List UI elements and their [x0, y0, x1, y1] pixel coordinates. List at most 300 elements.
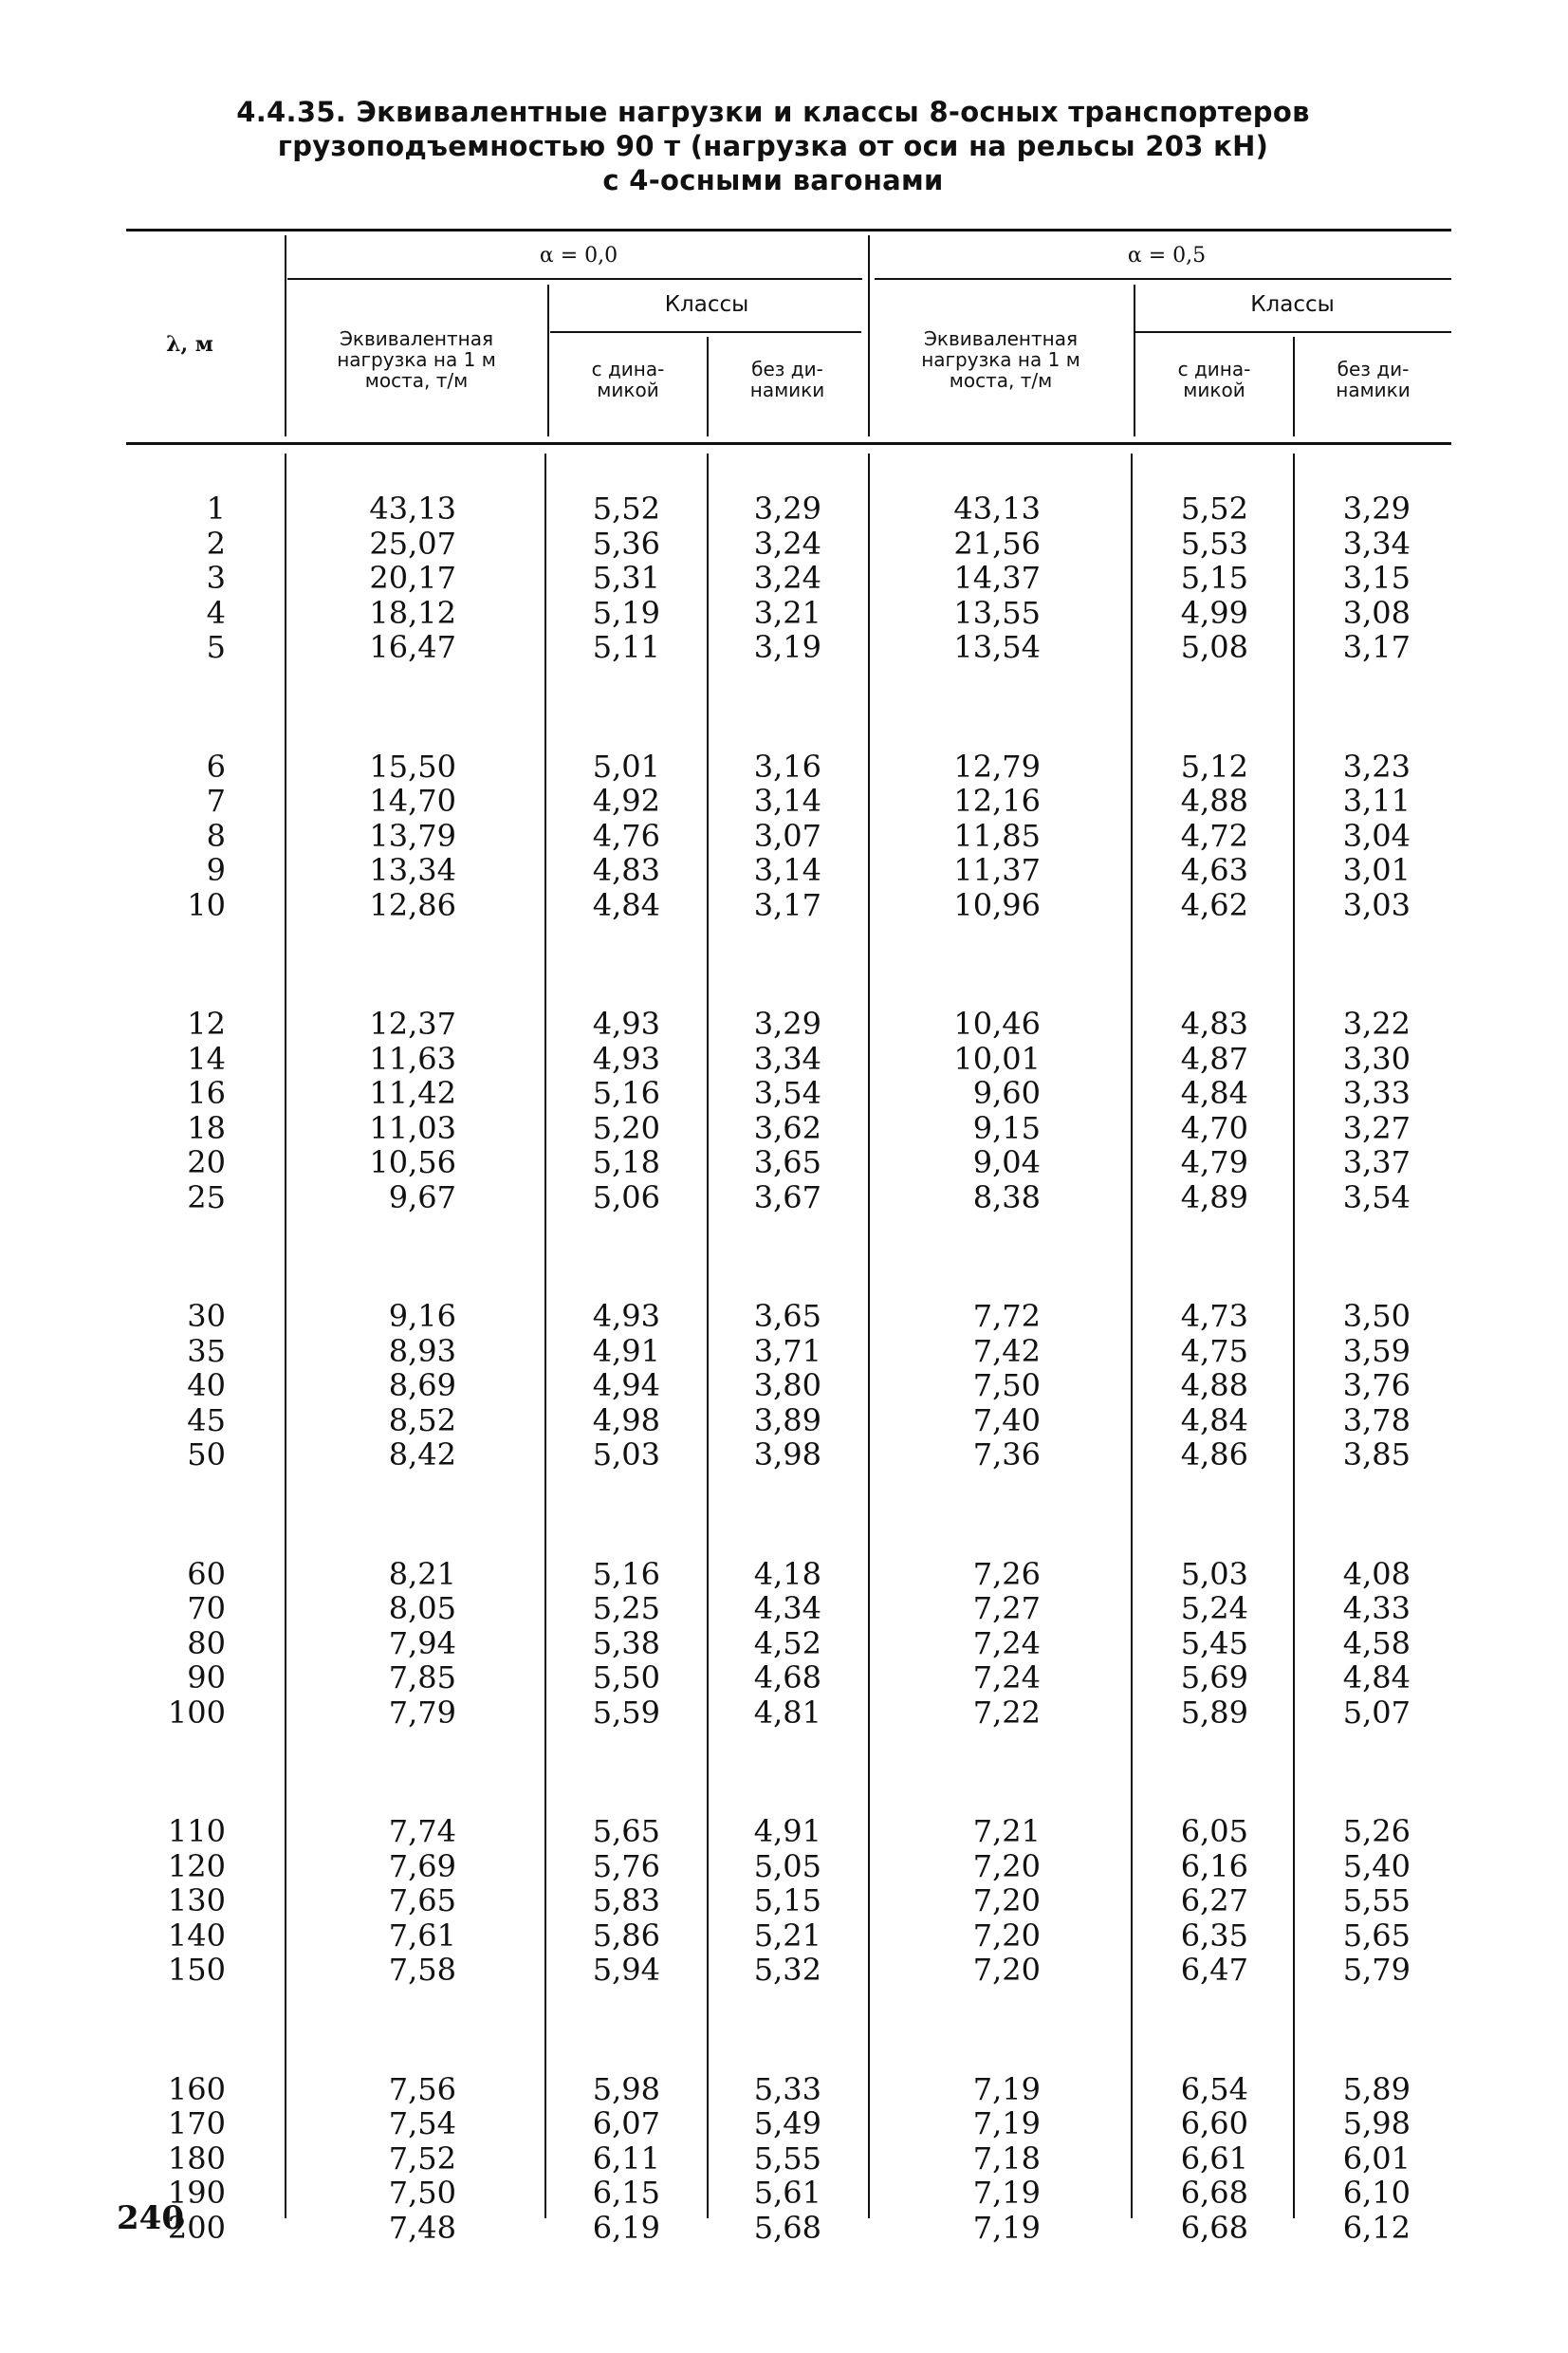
table-cell: 4,86 [1180, 1436, 1248, 1473]
table-cell: 6,19 [592, 2209, 660, 2246]
table-cell: 4,79 [1180, 1144, 1248, 1180]
table-cell: 130 [167, 1882, 226, 1918]
table-cell: 4,73 [1180, 1298, 1248, 1334]
col-nodyn-a5 [1309, 491, 1411, 2245]
table-cell: 12,37 [369, 1006, 456, 1042]
group-gap [1148, 1473, 1248, 1557]
table-cell: 6,27 [1180, 1882, 1248, 1918]
table-cell: 3,29 [753, 1006, 821, 1042]
table-cell: 10,56 [369, 1144, 456, 1180]
alpha5-underline [875, 278, 1451, 280]
table-cell: 3,30 [1342, 1040, 1411, 1077]
table-cell: 10,96 [953, 886, 1041, 923]
table-cell: 4,91 [753, 1813, 821, 1849]
table-cell: 6,60 [1180, 2105, 1248, 2141]
table-cell: 4,63 [1180, 852, 1248, 888]
table-cell: 3,62 [753, 1109, 821, 1146]
equiv-line: Эквивалентная [339, 327, 494, 350]
group-gap [560, 665, 660, 750]
vline-4-body [868, 454, 870, 2218]
table-cell: 4,76 [592, 817, 660, 854]
table-cell: 7,58 [388, 1952, 456, 1988]
table-cell: 6,61 [1180, 2140, 1248, 2177]
col-equiv-a5 [892, 491, 1041, 2245]
table-cell: 5,33 [753, 2070, 821, 2107]
col-equiv-a0 [313, 491, 456, 2245]
table-cell: 170 [167, 2105, 226, 2141]
table-cell: 5,45 [1180, 1624, 1248, 1661]
table-cell: 3,59 [1342, 1332, 1411, 1369]
equiv-line: нагрузка на 1 м [921, 348, 1080, 371]
group-gap [142, 665, 226, 750]
table-cell: 18,12 [369, 594, 456, 631]
group-gap [1148, 1214, 1248, 1299]
table-cell: 7,52 [388, 2140, 456, 2177]
table-cell: 4,70 [1180, 1109, 1248, 1146]
group-gap [313, 1473, 456, 1557]
col-dyn-a0 [560, 491, 660, 2245]
table-cell: 5,03 [1180, 1555, 1248, 1592]
table-cell: 7,20 [972, 1882, 1041, 1918]
group-gap [721, 1730, 821, 1814]
table-cell: 4,83 [592, 852, 660, 888]
table-cell: 7,19 [972, 2175, 1041, 2211]
group-gap [892, 1473, 1041, 1557]
group-gap [1309, 1730, 1411, 1814]
table-cell: 120 [167, 1847, 226, 1884]
table-cell: 3,07 [753, 817, 821, 854]
table-cell: 8,38 [972, 1178, 1041, 1215]
table-cell: 3,33 [1342, 1075, 1411, 1111]
table-cell: 4,83 [1180, 1006, 1248, 1042]
table-cell: 5,12 [1180, 748, 1248, 785]
table-cell: 4,93 [592, 1006, 660, 1042]
table-cell: 3,98 [753, 1436, 821, 1473]
nodyn-line: намики [749, 379, 825, 401]
table-cell: 3,76 [1342, 1367, 1411, 1403]
header-alpha5: α = 0,5 [1127, 244, 1207, 268]
equiv-line: Эквивалентная [923, 327, 1079, 350]
classes0-underline [550, 331, 861, 333]
table-cell: 9,67 [388, 1178, 456, 1215]
table-cell: 3,54 [1342, 1178, 1411, 1215]
table-cell: 3,37 [1342, 1144, 1411, 1180]
table-cell: 5,16 [592, 1075, 660, 1111]
table-cell: 3,17 [753, 886, 821, 923]
col-lambda [142, 491, 226, 2245]
table-cell: 5,50 [592, 1659, 660, 1695]
table-cell: 4,84 [1180, 1401, 1248, 1438]
table-cell: 7,19 [972, 2209, 1041, 2246]
table-cell: 4,98 [592, 1401, 660, 1438]
table-cell: 8,42 [388, 1436, 456, 1473]
table-cell: 14,70 [369, 783, 456, 819]
table-cell: 5,31 [592, 560, 660, 596]
table-cell: 60 [187, 1555, 226, 1592]
group-gap [142, 1473, 226, 1557]
table-cell: 3,19 [753, 629, 821, 665]
table-cell: 4,84 [1180, 1075, 1248, 1111]
group-gap [313, 1730, 456, 1814]
table-cell: 5,65 [592, 1813, 660, 1849]
table-cell: 7,27 [972, 1590, 1041, 1626]
dyn-line: микой [597, 379, 659, 401]
group-gap [721, 1988, 821, 2072]
table-cell: 7,79 [388, 1694, 456, 1731]
table-cell: 4,88 [1180, 783, 1248, 819]
table-cell: 3,65 [753, 1144, 821, 1180]
table-top-rule [126, 229, 1451, 232]
table-title [228, 95, 1319, 197]
table-cell: 35 [187, 1332, 226, 1369]
alpha0-underline [287, 278, 862, 280]
table-cell: 3,71 [753, 1332, 821, 1369]
table-cell: 1 [206, 491, 226, 527]
table-cell: 13,54 [953, 629, 1041, 665]
table-cell: 160 [167, 2070, 226, 2107]
group-gap [560, 922, 660, 1007]
table-cell: 11,03 [369, 1109, 456, 1146]
group-gap [1309, 665, 1411, 750]
table-cell: 9,15 [972, 1109, 1041, 1146]
table-cell: 7,74 [388, 1813, 456, 1849]
table-cell: 6,54 [1180, 2070, 1248, 2107]
table-cell: 3,85 [1342, 1436, 1411, 1473]
table-cell: 7,36 [972, 1436, 1041, 1473]
group-gap [892, 1988, 1041, 2072]
group-gap [142, 1730, 226, 1814]
table-cell: 4,34 [753, 1590, 821, 1626]
table-cell: 3,34 [753, 1040, 821, 1077]
table-cell: 13,55 [953, 594, 1041, 631]
header-classes-0: Классы [664, 292, 749, 317]
table-cell: 3,34 [1342, 525, 1411, 562]
table-cell: 80 [187, 1624, 226, 1661]
table-cell: 11,42 [369, 1075, 456, 1111]
group-gap [313, 665, 456, 750]
group-gap [721, 922, 821, 1007]
group-gap [1309, 1988, 1411, 2072]
table-cell: 7,22 [972, 1694, 1041, 1731]
table-cell: 180 [167, 2140, 226, 2177]
table-cell: 6,07 [592, 2105, 660, 2141]
table-cell: 5,52 [592, 491, 660, 527]
table-cell: 3,16 [753, 748, 821, 785]
table-cell: 7,72 [972, 1298, 1041, 1334]
table-cell: 5,15 [1180, 560, 1248, 596]
header-equiv-5 [871, 328, 1131, 391]
table-cell: 6,11 [592, 2140, 660, 2177]
table-cell: 9,60 [972, 1075, 1041, 1111]
equiv-line: моста, т/м [949, 369, 1053, 392]
table-cell: 25 [187, 1178, 226, 1215]
page-number: 240 [117, 2199, 184, 2237]
table-cell: 4,81 [753, 1694, 821, 1731]
table-cell: 3,89 [753, 1401, 821, 1438]
table-cell: 3,24 [753, 560, 821, 596]
group-gap [1148, 665, 1248, 750]
table-cell: 4,18 [753, 1555, 821, 1592]
table-cell: 7,48 [388, 2209, 456, 2246]
group-gap [1309, 922, 1411, 1007]
table-cell: 5,38 [592, 1624, 660, 1661]
table-cell: 3,24 [753, 525, 821, 562]
table-cell: 9 [206, 852, 226, 888]
table-cell: 5,55 [1342, 1882, 1411, 1918]
table-cell: 45 [187, 1401, 226, 1438]
equiv-line: нагрузка на 1 м [337, 348, 496, 371]
table-cell: 6,68 [1180, 2209, 1248, 2246]
vline-3-body [707, 454, 709, 2218]
table-cell: 3,17 [1342, 629, 1411, 665]
table-cell: 5,03 [592, 1436, 660, 1473]
table-cell: 4 [206, 594, 226, 631]
header-lambda: λ, м [166, 332, 213, 357]
table-cell: 11,85 [953, 817, 1041, 854]
table-cell: 13,79 [369, 817, 456, 854]
table-cell: 70 [187, 1590, 226, 1626]
table-cell: 3,01 [1342, 852, 1411, 888]
table-cell: 5,18 [592, 1144, 660, 1180]
table-cell: 7,21 [972, 1813, 1041, 1849]
group-gap [560, 1988, 660, 2072]
equiv-line: моста, т/м [364, 369, 469, 392]
vline-5-body [1131, 454, 1133, 2218]
table-cell: 6,16 [1180, 1847, 1248, 1884]
table-cell: 4,68 [753, 1659, 821, 1695]
table-cell: 150 [167, 1952, 226, 1988]
table-cell: 3,29 [753, 491, 821, 527]
table-cell: 7,56 [388, 2070, 456, 2107]
table-cell: 18 [187, 1109, 226, 1146]
table-cell: 9,16 [388, 1298, 456, 1334]
table-cell: 3,23 [1342, 748, 1411, 785]
table-cell: 5,98 [1342, 2105, 1411, 2141]
table-cell: 6,15 [592, 2175, 660, 2211]
group-gap [721, 1214, 821, 1299]
table-cell: 8,52 [388, 1401, 456, 1438]
table-cell: 190 [167, 2175, 226, 2211]
table-cell: 5,83 [592, 1882, 660, 1918]
table-cell: 11,63 [369, 1040, 456, 1077]
table-cell: 7,24 [972, 1659, 1041, 1695]
table-cell: 8,05 [388, 1590, 456, 1626]
table-cell: 40 [187, 1367, 226, 1403]
classes5-underline [1134, 331, 1451, 333]
table-cell: 9,04 [972, 1144, 1041, 1180]
table-cell: 6,05 [1180, 1813, 1248, 1849]
table-cell: 14 [187, 1040, 226, 1077]
table-cell: 12,79 [953, 748, 1041, 785]
table-cell: 6,12 [1342, 2209, 1411, 2246]
table-cell: 3,14 [753, 852, 821, 888]
table-cell: 4,88 [1180, 1367, 1248, 1403]
header-classes-5: Классы [1250, 292, 1335, 317]
dyn-line: с дина- [591, 358, 665, 380]
group-gap [142, 1214, 226, 1299]
table-cell: 5,21 [753, 1917, 821, 1954]
group-gap [721, 1473, 821, 1557]
table-cell: 3,78 [1342, 1401, 1411, 1438]
header-dyn-5 [1135, 359, 1293, 400]
col-nodyn-a0 [721, 491, 821, 2245]
table-cell: 5,61 [753, 2175, 821, 2211]
dyn-line: с дина- [1177, 358, 1251, 380]
table-cell: 5,19 [592, 594, 660, 631]
table-cell: 6,68 [1180, 2175, 1248, 2211]
table-cell: 7,50 [972, 1367, 1041, 1403]
table-cell: 5,55 [753, 2140, 821, 2177]
table-cell: 10,46 [953, 1006, 1041, 1042]
table-cell: 5,79 [1342, 1952, 1411, 1988]
table-cell: 7,65 [388, 1882, 456, 1918]
group-gap [142, 1988, 226, 2072]
table-cell: 200 [167, 2209, 226, 2246]
group-gap [560, 1214, 660, 1299]
table-cell: 7 [206, 783, 226, 819]
table-cell: 6,01 [1342, 2140, 1411, 2177]
table-cell: 5,59 [592, 1694, 660, 1731]
table-cell: 7,26 [972, 1555, 1041, 1592]
table-cell: 3,27 [1342, 1109, 1411, 1146]
table-cell: 16 [187, 1075, 226, 1111]
table-cell: 10,01 [953, 1040, 1041, 1077]
table-cell: 5,94 [592, 1952, 660, 1988]
table-cell: 3,21 [753, 594, 821, 631]
table-cell: 5,89 [1180, 1694, 1248, 1731]
table-cell: 5,11 [592, 629, 660, 665]
table-cell: 15,50 [369, 748, 456, 785]
table-cell: 5,25 [592, 1590, 660, 1626]
group-gap [1309, 1214, 1411, 1299]
table-cell: 21,56 [953, 525, 1041, 562]
table-cell: 5,07 [1342, 1694, 1411, 1731]
table-cell: 5,08 [1180, 629, 1248, 665]
table-cell: 7,20 [972, 1847, 1041, 1884]
table-cell: 5,36 [592, 525, 660, 562]
table-cell: 12,86 [369, 886, 456, 923]
table-cell: 7,69 [388, 1847, 456, 1884]
title-line-1: 4.4.35. Эквивалентные нагрузки и классы 8-осных транспортеров [236, 96, 1310, 128]
table-cell: 3,04 [1342, 817, 1411, 854]
table-cell: 7,18 [972, 2140, 1041, 2177]
group-gap [1148, 1730, 1248, 1814]
table-cell: 7,20 [972, 1952, 1041, 1988]
group-gap [560, 1473, 660, 1557]
group-gap [560, 1730, 660, 1814]
table-cell: 5,49 [753, 2105, 821, 2141]
table-cell: 5,53 [1180, 525, 1248, 562]
table-cell: 4,62 [1180, 886, 1248, 923]
group-gap [892, 1214, 1041, 1299]
table-cell: 4,94 [592, 1367, 660, 1403]
table-cell: 4,99 [1180, 594, 1248, 631]
table-cell: 5,15 [753, 1882, 821, 1918]
table-cell: 5,89 [1342, 2070, 1411, 2107]
group-gap [1148, 922, 1248, 1007]
table-cell: 5,40 [1342, 1847, 1411, 1884]
table-cell: 7,50 [388, 2175, 456, 2211]
table-cell: 4,93 [592, 1298, 660, 1334]
header-nodyn-0 [709, 359, 866, 400]
table-cell: 3,54 [753, 1075, 821, 1111]
table-cell: 43,13 [953, 491, 1041, 527]
table-cell: 4,92 [592, 783, 660, 819]
table-cell: 6,35 [1180, 1917, 1248, 1954]
table-cell: 8 [206, 817, 226, 854]
table-cell: 5,65 [1342, 1917, 1411, 1954]
table-cell: 5,01 [592, 748, 660, 785]
table-cell: 20 [187, 1144, 226, 1180]
table-cell: 4,75 [1180, 1332, 1248, 1369]
table-cell: 5,20 [592, 1109, 660, 1146]
header-equiv-0 [287, 328, 545, 391]
table-cell: 4,58 [1342, 1624, 1411, 1661]
nodyn-line: намики [1336, 379, 1411, 401]
group-gap [313, 922, 456, 1007]
table-cell: 110 [167, 1813, 226, 1849]
table-cell: 43,13 [369, 491, 456, 527]
table-cell: 5,98 [592, 2070, 660, 2107]
table-cell: 12 [187, 1006, 226, 1042]
table-cell: 4,84 [1342, 1659, 1411, 1695]
table-cell: 50 [187, 1436, 226, 1473]
table-cell: 12,16 [953, 783, 1041, 819]
table-cell: 4,91 [592, 1332, 660, 1369]
table-cell: 7,42 [972, 1332, 1041, 1369]
table-cell: 7,20 [972, 1917, 1041, 1954]
vline-1-body [285, 454, 286, 2218]
table-cell: 11,37 [953, 852, 1041, 888]
group-gap [892, 922, 1041, 1007]
table-cell: 7,85 [388, 1659, 456, 1695]
table-cell: 8,69 [388, 1367, 456, 1403]
table-cell: 5,86 [592, 1917, 660, 1954]
table-cell: 7,61 [388, 1917, 456, 1954]
table-cell: 14,37 [953, 560, 1041, 596]
table-cell: 3,03 [1342, 886, 1411, 923]
nodyn-line: без ди- [1337, 358, 1410, 380]
table-cell: 5,32 [753, 1952, 821, 1988]
table-cell: 5,69 [1180, 1659, 1248, 1695]
table-cell: 7,24 [972, 1624, 1041, 1661]
table-cell: 3,50 [1342, 1298, 1411, 1334]
header-bottom-rule [126, 442, 1451, 445]
table-cell: 3,67 [753, 1178, 821, 1215]
table-cell: 3,08 [1342, 594, 1411, 631]
vline-6-body [1293, 454, 1295, 2218]
table-cell: 6,10 [1342, 2175, 1411, 2211]
table-cell: 3,14 [753, 783, 821, 819]
table-cell: 4,08 [1342, 1555, 1411, 1592]
table-cell: 4,89 [1180, 1178, 1248, 1215]
table-cell: 3,80 [753, 1367, 821, 1403]
col-dyn-a5 [1148, 491, 1248, 2245]
vline-4 [868, 235, 870, 436]
group-gap [142, 922, 226, 1007]
header-alpha0: α = 0,0 [539, 244, 618, 268]
table-cell: 7,19 [972, 2105, 1041, 2141]
group-gap [892, 1730, 1041, 1814]
table-cell: 3 [206, 560, 226, 596]
table-cell: 6,47 [1180, 1952, 1248, 1988]
table-cell: 7,19 [972, 2070, 1041, 2107]
table-cell: 20,17 [369, 560, 456, 596]
table-cell: 7,54 [388, 2105, 456, 2141]
table-cell: 3,29 [1342, 491, 1411, 527]
group-gap [1148, 1988, 1248, 2072]
vline-2-body [544, 454, 546, 2218]
